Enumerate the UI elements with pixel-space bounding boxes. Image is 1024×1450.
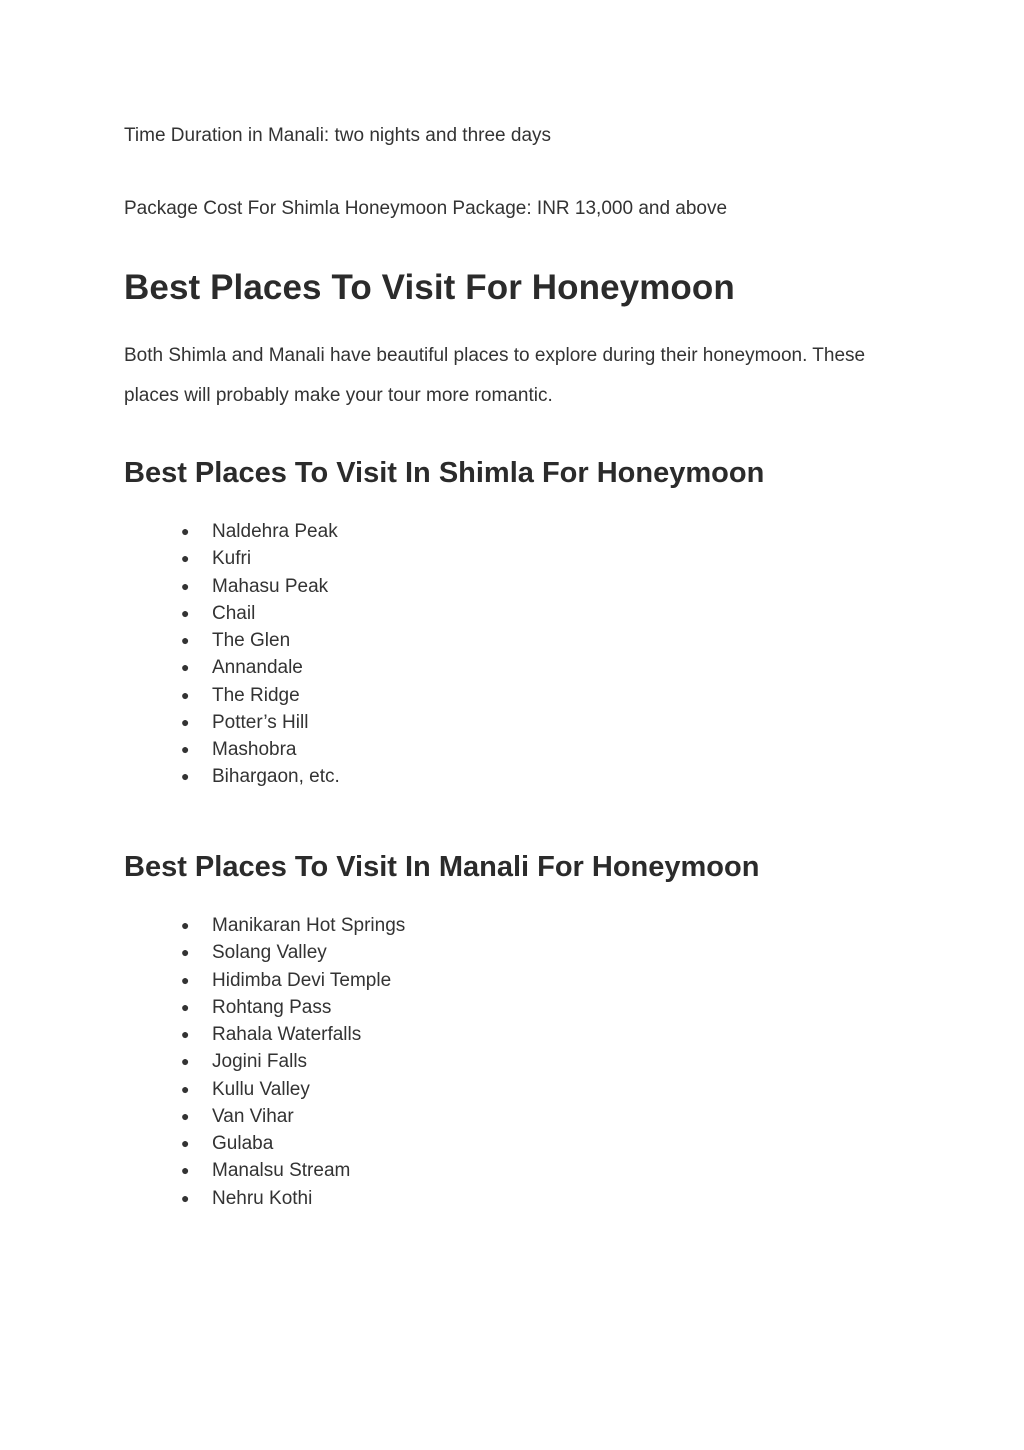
- list-item: [124, 682, 340, 709]
- bullet-icon: ●: [181, 713, 190, 730]
- place-name: Rohtang Pass: [212, 996, 332, 1018]
- list-item: [124, 736, 340, 763]
- bullet-icon: ●: [181, 1026, 190, 1042]
- list-item: [124, 1130, 405, 1157]
- bullet-icon: ●: [181, 604, 190, 621]
- bullet-icon: ●: [181, 1162, 190, 1179]
- place-name: Kullu Valley: [212, 1078, 310, 1100]
- bullet-icon: ●: [181, 1135, 190, 1151]
- intro-paragraph: Both Shimla and Manali have beautiful places to explore during their honeymoon. These places will probably make your tour more romantic.: [124, 345, 866, 406]
- list-item: [124, 1185, 405, 1212]
- bullet-icon: ●: [181, 1189, 190, 1206]
- place-name: The Ridge: [212, 684, 300, 706]
- bullet-icon: ●: [181, 1107, 190, 1124]
- bullet-icon: ●: [181, 998, 190, 1015]
- place-name: Rahala Waterfalls: [212, 1024, 362, 1045]
- list-item: [124, 1157, 405, 1184]
- list-item: [124, 912, 405, 939]
- place-name: Mashobra: [212, 739, 297, 760]
- list-item: [124, 994, 405, 1021]
- place-name: Solang Valley: [212, 942, 327, 964]
- place-name: Manikaran Hot Springs: [212, 915, 406, 936]
- bullet-icon: ●: [181, 632, 190, 648]
- bullet-icon: ●: [181, 741, 190, 757]
- place-name: Potter’s Hill: [212, 711, 309, 733]
- list-item: [124, 1021, 405, 1048]
- manali-heading: Best Places To Visit In Manali For Honeymoon: [124, 851, 760, 883]
- place-name: The Glen: [212, 630, 291, 651]
- list-item: [124, 709, 340, 736]
- list-item: [124, 967, 405, 994]
- list-item: [124, 939, 405, 966]
- bullet-icon: ●: [181, 523, 190, 539]
- bullet-icon: ●: [181, 577, 190, 594]
- list-item: [124, 1048, 405, 1075]
- bullet-icon: ●: [181, 917, 190, 933]
- bullet-icon: ●: [181, 1080, 190, 1097]
- shimla-places-list: [124, 518, 340, 791]
- bullet-icon: ●: [181, 550, 190, 567]
- place-name: Manalsu Stream: [212, 1160, 351, 1182]
- bullet-icon: ●: [181, 659, 190, 676]
- place-name: Mahasu Peak: [212, 575, 329, 597]
- list-item: [124, 573, 340, 600]
- place-name: Annandale: [212, 657, 303, 679]
- list-item: [124, 763, 340, 790]
- place-name: Jogini Falls: [212, 1051, 308, 1073]
- bullet-icon: ●: [181, 686, 190, 703]
- package-cost-text: Package Cost For Shimla Honeymoon Package: INR 13,000 and above: [124, 198, 728, 219]
- place-name: Chail: [212, 602, 256, 624]
- list-item: [124, 600, 340, 627]
- place-name: Bihargaon, etc.: [212, 766, 340, 788]
- place-name: Van Vihar: [212, 1105, 294, 1127]
- shimla-heading: Best Places To Visit In Shimla For Honeymoon: [124, 457, 765, 489]
- place-name: Kufri: [212, 548, 252, 570]
- list-item: [124, 627, 340, 654]
- place-name: Nehru Kothi: [212, 1187, 313, 1209]
- place-name: Hidimba Devi Temple: [212, 969, 392, 991]
- list-item: [124, 545, 340, 572]
- bullet-icon: ●: [181, 1053, 190, 1070]
- manali-places-list: [124, 912, 405, 1212]
- list-item: [124, 1076, 405, 1103]
- list-item: [124, 518, 340, 545]
- place-name: Gulaba: [212, 1133, 274, 1154]
- list-item: [124, 1103, 405, 1130]
- bullet-icon: ●: [181, 944, 190, 961]
- duration-text: Time Duration in Manali: two nights and three days: [124, 125, 552, 146]
- bullet-icon: ●: [181, 768, 190, 785]
- bullet-icon: ●: [181, 971, 190, 988]
- place-name: Naldehra Peak: [212, 521, 338, 542]
- list-item: [124, 654, 340, 681]
- main-heading: Best Places To Visit For Honeymoon: [124, 268, 735, 307]
